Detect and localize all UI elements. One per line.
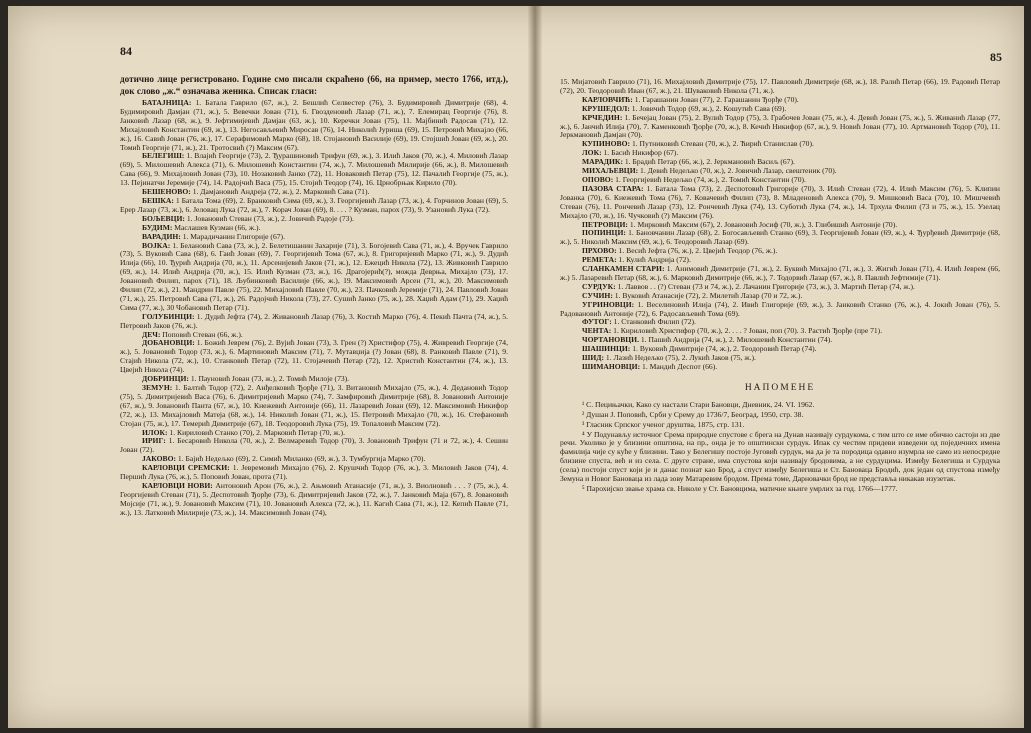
- entry-text: 1. Вуковић Димитрије (74, ж.), 2. Теодоровић Петар (74).: [630, 344, 817, 354]
- entry-text: 1. Батала Тома (73), 2. Деспотовић Григорије (70), 3. Илић Стеван (72), 4. Илић Максим (76), 5. Клипин Јованка (70), 6. Кнежевић Тома (76), 7. Ковачевић Филип (73), 8. Младеновић Алекса (70), 9. Мишковић Васа (70), 10. Мишчевић Стеван (76), 11. Рончевић Лазар (73), 12. Рончевић Лука (74), 13. Суботић Лука (74, ж.), 14. Трхула Филип (73 и 75, ж.), 15. Узелац Михајло (70, ж.), 16. Чучковић (?) Максим (76).: [560, 183, 1001, 220]
- place-name: БЕЛЕГИШ:: [142, 151, 185, 161]
- entry-text: 1. Јевремовић Михајло (76), 2. Крушчић Тодор (76, ж.), 3. Миловић Јаков (74), 4. Першић Лука (76, ж.), 5. Поповић Јован, прота (71).: [120, 463, 508, 482]
- place-name: ПАЗОВА СТАРА:: [582, 183, 644, 193]
- entry-text: 1. Бановчанин Лазар (68), 2. Богосављевић Станко (69), 3. Георгијевић Јован (69, ж.), 4. Ђурђевић Димитрије (68, ж.), 5. Николић Максим (69, ж.), 6. Теодоровић Лазар (69).: [560, 228, 1000, 247]
- page-body: [120, 74, 508, 518]
- place-name: КАРЛОВЦИ НОВИ:: [142, 480, 213, 490]
- place-name: ЈАКОВО:: [142, 454, 177, 464]
- page-number: 84: [120, 44, 132, 58]
- place-name: ФУТОГ:: [582, 317, 612, 327]
- entry-text: 1. Кириловић Христифор (70, ж.), 2. . . . ? Јован, поп (70). 3. Растић Ђорђе (пре 71).: [611, 326, 883, 336]
- place-name: ДОБРИНЦИ:: [142, 374, 189, 384]
- entry-text: 1. Кириловић Станко (70), 2. Марковић Петар (70, ж.).: [167, 427, 345, 437]
- entry-text: 1. Балтић Тодор (72), 2. Анђелковић Ђорђе (71), 3. Витановић Михајло (75, ж.), 4. Дедановић Тодор (75), 5. Димитријевић Васа (76), 6. Димитријевић Марко (74), 7. Замфировић Димитрије (68), 8. Јовановић Антоније (67, ж.), 9. Јовановић Панта (67, ж.), 10. Кнежевић Антоније (66), 11. Лазаревић Јован (69), 12. Максимовић Никифор (72, ж.), 13. Михајловић Матеја (68, ж.), 14. Николић Јован (71, ж.), 15. Петровић Михајло (70, ж.), 16. Стефановић Стојан (75, ж.), 17. Темерић Димитрије (67), 18. Теодоровић Лука (75), 19. Топаловић Максим (72).: [120, 383, 508, 428]
- place-name: ДОБАНОВЦИ:: [142, 338, 195, 348]
- entry-text: 1. Путниковић Стеван (70, ж.), 2. Ћирић Станислав (70).: [630, 139, 814, 149]
- entry-list: [120, 99, 508, 518]
- place-name: СУРДУК:: [582, 281, 616, 291]
- entry-text: 1. Лазић Недељко (75), 2. Лукић Јаков (75, ж.).: [604, 353, 756, 363]
- entry-text: Антоновић Арон (76, ж.), 2. Ањмовић Атанасије (71, ж.), 3. Виолновић . . . ? (75, ж.), 4. Георгијевић Стеван (71), 5. Деспотовић Ђорђе (73), 6. Димитријевић Јаков (72, ж.), 7. Јанковић Маја (67), 8. Јовановић Мојсије (71, ж.), 9. Јовановић Максим (71), 10. Јовановић Алекса (72, ж.), 11. Кагић Сава (71, ж.), 12. Кепић Павле (71, ж.), 13. Латковић Милирије (73, ж.), 14. Максимовић Јован (74),: [120, 480, 508, 517]
- place-name: ЧОРТАНОВЦИ.: [582, 335, 639, 345]
- entry-text: 1. Басић Никифор (67).: [601, 148, 679, 158]
- book-gutter: [528, 6, 542, 728]
- place-name: ШИД:: [582, 353, 604, 363]
- left-page: [8, 6, 528, 728]
- place-name: БЕШЕНОВО:: [142, 187, 191, 197]
- footnote: ² Душан Ј. Поповић, Срби у Срему до 1736/7, Београд, 1950, стр. 38.: [582, 409, 804, 419]
- entry-text: 1. Марадичанин Глигорије (67).: [180, 231, 285, 241]
- entry-text: 1. Батала Гаврило (67, ж.), 2. Бешлић Селвестер (76), 3. Будимировић Димитрије (68), 4. Будимировић Дамјан (71, ж.), 5. Вевечки Јован (71), 6. Гвозденовић Лазар (71, ж.), 7. Елемирац Георгије (76), 8. Јанковић Лазар (68, ж.), 9. Јефтимијевић Дамјан (63, ж.), 10. Керечки Јован (75), 11. Мајбинић Радосав (71), 12. Михајловић Константин (69, ж.), 13. Негосављевић Миросав (76), 14. Николић Јуриша (69), 15. Петровић Михајло (66, ж.), 16. Савић Јован (76, ж.), 17. Серафимовић Марко (68), 18. Стојановић Василије (69), 19. Стојшић Јован (69, ж.), 20. Томић Георгије (71, ж.), 21. Тротосвић (?) Максим (67).: [120, 98, 508, 152]
- place-name: КУПИНОВО:: [582, 139, 631, 149]
- place-entry: [120, 197, 508, 215]
- entry-text: 1. Вуковић Атанасије (72), 2. Милетић Лазар (70 и 72, ж.).: [612, 290, 803, 300]
- book-spread: [8, 6, 1024, 728]
- place-name: ШИМАНОВЦИ:: [582, 362, 641, 371]
- notes-list: [560, 401, 1000, 494]
- place-name: ДЕЧ:: [142, 329, 161, 339]
- page-number: 85: [990, 50, 1002, 64]
- entry-text: 1. Бајић Недељко (69), 2. Симић Миланко (69, ж.), 3. Тумбургија Марко (70).: [176, 454, 426, 464]
- place-name: БОЉЕВЦИ:: [142, 213, 185, 223]
- place-name: ЧЕНТА:: [582, 326, 612, 336]
- place-name: ВАРАДИН:: [142, 231, 181, 241]
- entry-text: 1 Батала Тома (69), 2. Бранковић Сима (69, ж.), 3. Георгијевић Лазар (73, ж.), 4. Горчинов Јован (69), 5. Ерер Лазар (73, ж.), 6. Јеловац Лука (72, ж.), 7. Корач Јован (69), 8. . . . ? Кузман, парох (73), 9. Узановић Лука (72).: [120, 195, 508, 214]
- place-entry: [120, 152, 508, 188]
- entry-text: 1. Дамјановић Андреја (72, ж.), 2. Марковић Сава (71).: [190, 187, 370, 197]
- page-body: [560, 78, 1000, 495]
- place-name: ПОПИНЦИ:: [582, 228, 626, 238]
- entry-text: 1. Брадић Петар (66, ж.), 2. Јеркмановић Васиљ (67).: [622, 157, 795, 167]
- entry-text: 1. Станковић Филип (72).: [611, 317, 696, 327]
- place-name: ЗЕМУН:: [142, 383, 173, 392]
- entry-text: 1. Георгијевић Недељко (74, ж.), 2. Томић Константин (70).: [613, 174, 806, 184]
- entry-text: 1. Девић Недељко (70, ж.), 2. Јовичић Лазар, свештеник (70).: [638, 166, 837, 176]
- place-name: МИХАЉЕВЦИ:: [582, 166, 639, 176]
- entry-list: [560, 96, 1000, 372]
- entry-text: 1. Белановић Сава (73, ж.), 2. Белетишанин Захарије (71), 3. Богојевић Сава (71, ж.), 4. Вручек Гаврило (73), 5. Вуковић Сава (68), 6. Гаић Јован (69), 7. Георгијевић Тома (67, ж.), 8. Григоријевић Марко (71, ж.), 9. Дудић Илија (66), 10. Ђурић Андрија (70, ж.), 11. Арсенијевић Јаков (71, ж.), 12. Ежецић Никола (72), 13. Живковић Гаврило (69, ж.), 14. Илић Андрија (70, ж.), 15. Илић Кузман (73, ж.), 16. Драгојерић(?), можда Деврња, Михајло (73), 17. Јовановић Филип, парох (71), 18. Љубинковић Василије (66, ж.), 19. Максимовић Арсен (71, ж.), 20. Максимовић Филип (72, ж.), 21. Мандрин Павле (75), 22. Михајловић Павле (70, ж.), 23. Пачковић Јеремије (71), 24. Павловић Јован (71, ж.), 25. Петровић Сава (71, ж.), 26. Радојчић Никола (73), 27. Сушић Јанко (75, ж.), 28. Хаџић Адам (71), 29. Хаџић Сима (77, ж.), 30 Чобановић Петар (71).: [120, 240, 508, 312]
- footnote: ¹ С. Пецињачки, Како су настали Стари Бановци, Дневник, 24. VI. 1962.: [582, 399, 815, 409]
- intro-text: дотично лице регистровано. Године смо писали скраћено (66, на пример, место 1766, итд.), док слово „ж.“ означава женика. Списак гласи:: [120, 74, 508, 96]
- place-name: МАРАДИК:: [582, 157, 623, 167]
- place-entry: [120, 99, 508, 152]
- place-name: БЕШКА:: [142, 195, 174, 205]
- entry-text: 1. Лаввов . . (?) Стеван (73 и 74, ж.), 2. Лачанин Григорије (73, ж.), 3. Мартић Петар (74, ж.).: [615, 281, 915, 291]
- entry-text: Маслашев Кузман (66, ж.).: [172, 222, 261, 232]
- place-name: ЛОК:: [582, 148, 602, 158]
- place-name: ОПОВО:: [582, 174, 614, 184]
- place-name: КРУШЕДОЛ:: [582, 103, 630, 113]
- entry-text: 1. Гарашанин Јован (77), 2. Гарашанин Ђорђе (70).: [632, 94, 799, 104]
- place-name: РЕМЕТА:: [582, 255, 617, 265]
- place-name: БАТАЈНИЦА:: [142, 98, 192, 107]
- entry-text: 1. Весић Јефта (76, ж.), 2. Цвејић Теодор (76, ж.).: [616, 246, 778, 256]
- place-name: ГОЛУБИНЦИ:: [142, 311, 195, 321]
- entry-text: 1. Јовичић Тодор (69, ж.), 2. Кошутић Сава (69).: [629, 103, 787, 113]
- place-name: СУЧИН:: [582, 290, 613, 300]
- right-page: [542, 6, 1024, 728]
- entry-text: 1. Бесаровић Никола (70, ж.), 2. Велмаревић Тодор (70), 3. Јовановић Трифун (71 и 72, ж.), 4. Сешин Јован (72).: [120, 436, 508, 455]
- place-entry: [120, 339, 508, 375]
- place-entry: [560, 265, 1000, 283]
- place-entry: [560, 301, 1000, 319]
- place-name: ШАШИНЦИ:: [582, 344, 631, 354]
- entry-text: 1. Јовановић Стеван (73, ж.), 2. Јовичић Радоје (73).: [184, 213, 354, 223]
- place-name: ПРХОВО:: [582, 246, 617, 256]
- entry-text: 1. Кулић Андрија (72).: [616, 255, 691, 265]
- place-entry: [560, 114, 1000, 141]
- place-entry: [120, 464, 508, 482]
- place-entry: [120, 242, 508, 313]
- entry-text: 1. Дудић Јефта (74), 2. Живановић Лазар (76), 3. Костић Марко (76), 4. Пекић Пачта (74, ж.), 5. Петровић Јаков (76, ж.).: [120, 311, 508, 330]
- place-entry: [560, 363, 1000, 372]
- entry-text: 1. Пашић Андрија (74, ж.), 2. Милошевић Константин (74).: [638, 335, 833, 345]
- entry-text: 1. Пауновић Јован (73, ж.), 2. Томић Милоје (73).: [188, 374, 350, 384]
- entry-text: 1. Мандић Деспот (66).: [640, 362, 718, 371]
- place-entry: [120, 437, 508, 455]
- entry-text: 1. Бечејац Јован (75), 2. Вулић Тодор (75), 3. Грабочев Јован (75, ж.), 4. Девић Јован (75, ж.), 5. Живанић Лазар (77, ж.), 6. Јанчић Илија (70), 7. Каменковић Ђорђе (70, ж.), 8. Кечић Никифор (67, ж.), 9. Новић Јован (77), 10. Артмановић Тодор (70), 11. Јеркмановић Дамјан (70).: [560, 112, 1000, 140]
- continuation-text: 15. Мијатовић Гаврило (71), 16. Михајловић Димитрије (75), 17. Павловић Димитрије (68, ж.), 18. Ралић Петар (66), 19. Радовић Петар (72), 20. Теодоровић Иван (67, ж.), 21. Шуваковић Никола (71, ж.).: [560, 77, 1000, 95]
- place-name: СЛАНКАМЕН СТАРИ:: [582, 264, 665, 274]
- place-name: ПЕТРОВЦИ:: [582, 219, 628, 229]
- place-entry: [120, 482, 508, 518]
- entry-text: 1. Божић Јеврем (76), 2. Вујић Јован (73), 3. Грен (?) Христифор (75), 4. Живревић Георгије (74, ж.), 5. Јовановић Тодор (73, ж.), 6. Мартиновић Максим (71), 7. Мутавџија (?) Јован (68), 8. Ранковић Павле (71), 9. Стајић Никола (72, ж.), 10. Станковић Петар (72), 11. Стојачевић Петар (72), 12. Христић Константин (74, ж.), 13. Цвејић Никола (74).: [120, 338, 508, 375]
- place-name: КАРЛОВЧИЋ:: [582, 94, 633, 104]
- place-entry: [560, 185, 1000, 221]
- footnote: ⁴ У Подунављу источног Срема природне спустове с брега на Дунав називају сурдукома, с тим што се име обично састоји из две речи. Уколико је у близини општина, на пр., онда је то општински сурдук. Ипак су честим придеви изведени од поједичних имена фамилија чије су куће у близини. Тако у Белегишу постоје Југовић сурдук, ма да је та породица одавно изумрла не само из непосредне близине спуста, већ и из села. С друге стране, има спустова који називају бродовима, а не сурдуцима. Између Белегиша и Сурдука (села) постоји спуст који је и данас познат као Брод, а спуст између Белегиша и Ст. Бановаца Бродић, док један од спустова између Земуна и Новог Бановаца из лада зову Матаревим бродом. Према томе, Дарновачки брод не представља никакав изузетак.: [560, 429, 1000, 484]
- entry-text: Поповић Стеван (66, ж.).: [160, 329, 243, 339]
- place-name: ВОЈКА:: [142, 240, 171, 250]
- entry-text: 1. Мирковић Максим (67), 2. Јовановић Јосиф (70, ж.), 3. Глибишић Антоније (70).: [627, 219, 898, 229]
- place-entry: [560, 229, 1000, 247]
- place-name: БУДИМ:: [142, 222, 173, 232]
- entry-text: 1. Веселиновић Илија (74), 2. Ивић Глигорије (69, ж.), 3. Јанковић Станко (76, ж.), 4. Јокић Јован (76), 5. Радовановић Антоније (72), 6. Радосављевић Тома (69).: [560, 299, 1000, 318]
- footnote: ⁵ Парохијско звање храма св. Николе у Ст. Бановцима, матичне књиге умрлих за год. 1766—1777.: [582, 483, 898, 493]
- place-name: КРЧЕДИН:: [582, 112, 623, 122]
- footnote: ³ Гласник Српског ученог друштва, 1875, стр. 131.: [582, 419, 745, 429]
- place-name: ИРИГ:: [142, 436, 166, 446]
- place-entry: [120, 313, 508, 331]
- place-entry: [120, 384, 508, 429]
- notes-title: НАПОМЕНЕ: [744, 382, 816, 393]
- place-name: КАРЛОВЦИ СРЕМСКИ:: [142, 463, 230, 473]
- place-name: УГРИНОВЦИ:: [582, 299, 635, 309]
- entry-text: 1. Влајић Георгије (73), 2. Ђурашиновић Трифун (69, ж.), 3. Илић Јаков (70, ж.), 4. Миловић Лазар (69), 5. Милошевић Алекса (71), 6. Милошевић Константин (74, ж.), 7. Милошевић Милирије (66, ж.), 8. Милошевић Сава (66), 9. Михајловић Јован (73), 10. Нозаковић Јанко (72), 11. Новаковић Петар (75), 12. Пачалић Георгије (75, ж.), 13. Пејинатчи Јеремије (74), 14. Радојчић Васа (75), 15. Стојић Теодор (74), 16. Црнобрњак Кирило (70).: [120, 151, 508, 188]
- place-name: ИЛОК:: [142, 427, 168, 437]
- entry-text: 1. Анимовић Димитрије (71, ж.), 2. Буквић Михајло (71, ж.), 3. Жигић Јован (71), 4. Илић Јеврем (66, ж.) 5. Лазаревић Петар (68, ж.), 6. Марковић Димитрије (66, ж.), 7. Тодорвић Лазар (67, ж.), 8. Павлић Јефтимије (71).: [560, 264, 1000, 282]
